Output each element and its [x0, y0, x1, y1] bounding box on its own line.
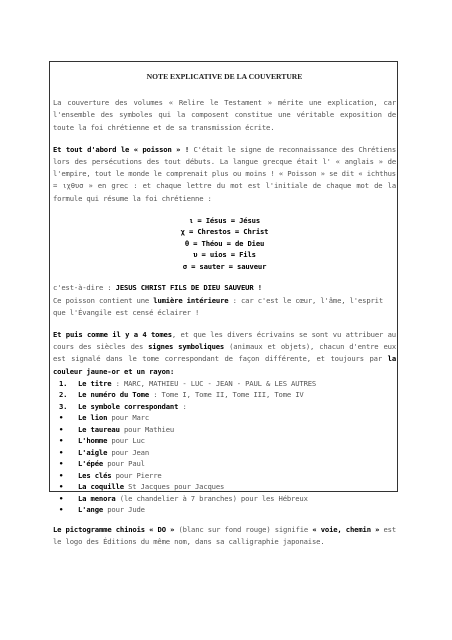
list-item-bold: L'épée [78, 459, 104, 469]
list-item [53, 458, 396, 470]
bullet-icon: • [59, 470, 64, 480]
list-item-text: : Tome I, Tome II, Tome III, Tome IV [149, 390, 304, 400]
list-item-bold: Le lion [78, 413, 108, 423]
greek-line: θ = Théou = de Dieu [184, 238, 265, 248]
list-item [53, 493, 396, 505]
bullet-icon: • [59, 424, 64, 434]
list-number: 2. [59, 390, 68, 400]
list-item-bold: L'homme [78, 436, 108, 446]
light-text-b: : car c'est le cœur, l'âme, l'esprit que l'Évangile est censé éclairer ! [53, 295, 384, 317]
intro-paragraph: La couverture des volumes « Relire le Testament » mérite une explication, car l'ensemble des symboles qui la composent constitue une véritable exposition de toute la foi chrétienne et de sa transmission écrite. [53, 98, 396, 132]
tomes-text-c: et un rayon: [119, 366, 175, 376]
list-item-text: pour Pierre [111, 470, 162, 480]
tomes-bold-b: signes symboliques [148, 342, 225, 352]
greek-line: ι = Iésus = Jésus [188, 215, 260, 225]
list-item-bold: La coquille [78, 482, 124, 492]
list-item [53, 389, 396, 401]
list-item [53, 412, 396, 424]
list-item [53, 424, 396, 436]
list-item-text: pour Jean [107, 447, 150, 457]
poisson-heading: Et tout d'abord le « poisson » ! [53, 144, 189, 154]
list-item-bold: La menora [78, 493, 116, 503]
document-title: NOTE EXPLICATIVE DE LA COUVERTURE [146, 72, 303, 81]
list-item-text: pour Paul [103, 459, 145, 469]
list-item-bold: Le numéro du Tome [78, 390, 150, 400]
pictogram-text-a: (blanc sur fond rouge) signifie [174, 524, 313, 534]
bullet-icon: • [59, 447, 64, 457]
light-bold: lumière intérieure [153, 295, 229, 305]
list-item-text: : MARC, MATHIEU - LUC - JEAN - PAUL & LES AUTRES [111, 378, 317, 388]
list-item-bold: L'aigle [78, 447, 108, 457]
list-item-text: pour Mathieu [119, 424, 175, 434]
light-text-a: Ce poisson contient une [53, 295, 154, 305]
list-item [53, 447, 396, 459]
greek-line: υ = uios = Fils [193, 250, 256, 260]
list-item [53, 401, 396, 413]
bullet-icon: • [59, 505, 64, 515]
list-number: 1. [59, 378, 68, 388]
list-number: 3. [59, 401, 68, 411]
greek-line: χ = Chrestos = Christ [180, 227, 269, 237]
list-item [53, 504, 396, 516]
list-item [53, 435, 396, 447]
document-content [53, 62, 396, 558]
list-item-bold: Les clés [78, 470, 112, 480]
list-item-text: : [178, 401, 187, 411]
bullet-icon: • [59, 413, 64, 423]
poisson-text: C'était le signe de reconnaissance des Chrétiens lors des persécutions des tout débuts. La langue grecque était l' « anglais » de l'empire, tout le monde le comprenait plus ou moins ! « Poisson » se dit « ichthus = ιχθυσ » en grec : et chaque lettre du mot est l'initiale de chaque mot de la formule qui résume la foi chrétienne : [53, 144, 397, 203]
tomes-text-b: (animaux et objets), chacun d'entre eux est signalé dans le tome correspondant de façon différente, et toujours par [53, 342, 396, 364]
numbered-list [53, 378, 396, 516]
list-item-text: St Jacques pour Jacques [123, 482, 225, 492]
tomes-paragraph [53, 329, 396, 378]
pictogram-text-b: est le logo des Éditions du même nom, dans sa calligraphie japonaise. [53, 524, 397, 546]
pictogram-bold-a: Le pictogramme chinois « DO » [53, 524, 175, 534]
list-item [53, 470, 396, 482]
bullet-icon: • [59, 482, 64, 492]
list-item [53, 481, 396, 493]
tomes-bold-c: la couleur jaune-or [53, 354, 396, 376]
bullet-icon: • [59, 436, 64, 446]
jesus-paragraph [53, 282, 396, 319]
greek-acrostic [53, 215, 396, 273]
poisson-paragraph [53, 144, 396, 205]
jesus-formula: JESUS CHRIST FILS DE DIEU SAUVEUR ! [115, 283, 262, 293]
jesus-intro: c'est-à-dire : [53, 283, 116, 293]
list-item-text: pour Jude [103, 505, 145, 515]
bullet-icon: • [59, 459, 64, 469]
list-item-bold: Le titre [78, 378, 112, 388]
list-item [53, 378, 396, 390]
list-item-bold: Le symbole correspondant [78, 401, 179, 411]
tomes-bold-a: Et puis comme il y a 4 tomes [53, 329, 172, 339]
greek-line: σ = sauter = sauveur [182, 261, 267, 271]
pictogram-bold-b: « voie, chemin » [312, 524, 380, 534]
list-item-text: (le chandelier à 7 branches) pour les Hébreux [115, 493, 308, 503]
list-item-text: pour Marc [107, 413, 150, 423]
pictogram-paragraph [53, 524, 396, 548]
tomes-text-a: , et que les divers écrivains se sont vu attribuer au cours des siècles des [53, 329, 396, 352]
list-item-text: pour Luc [107, 436, 145, 446]
list-item-bold: Le taureau [78, 424, 120, 434]
bullet-icon: • [59, 493, 64, 503]
list-item-bold: L'ange [78, 505, 104, 515]
